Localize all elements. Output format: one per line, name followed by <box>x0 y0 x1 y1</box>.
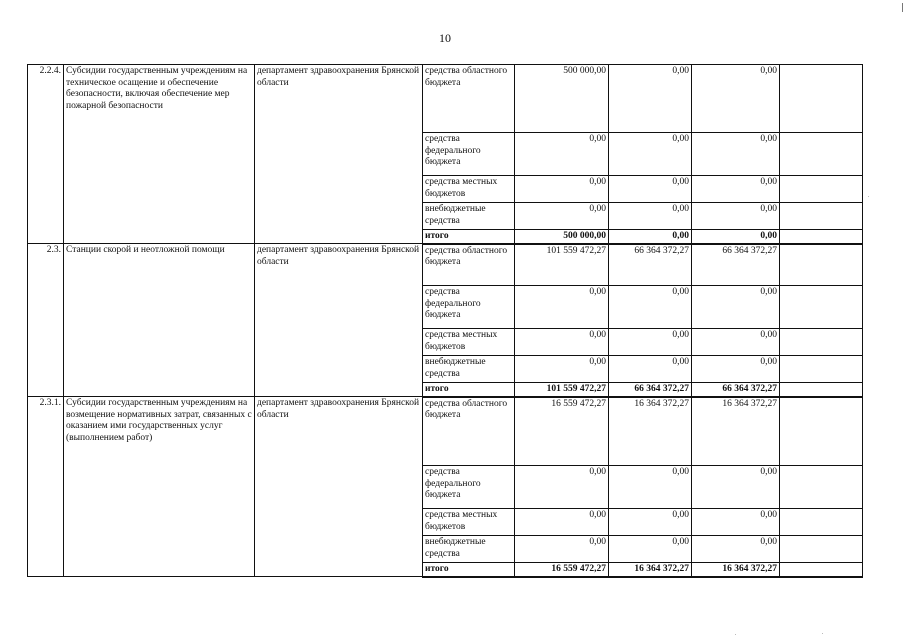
funding-source: средства областного бюджета <box>423 244 515 286</box>
value-cell: 0,00 <box>515 176 609 203</box>
value-cell: 0,00 <box>609 536 692 563</box>
section-code: 2.2.4. <box>28 65 64 244</box>
section-code: 2.3.1. <box>28 397 64 577</box>
value-cell: 16 559 472,27 <box>515 397 609 466</box>
value-cell: 0,00 <box>515 133 609 176</box>
value-cell: 500 000,00 <box>515 65 609 133</box>
value-cell: 0,00 <box>609 466 692 509</box>
table-row <box>28 65 863 133</box>
value-cell: 0,00 <box>692 133 780 176</box>
value-cell <box>780 509 863 536</box>
section-title: Станции скорой и неотложной помощи <box>64 244 255 397</box>
funding-source: внебюджетные средства <box>423 356 515 383</box>
value-cell <box>780 329 863 356</box>
table-row <box>28 397 863 466</box>
value-cell: 0,00 <box>692 509 780 536</box>
funding-source: средства местных бюджетов <box>423 509 515 536</box>
value-cell: 0,00 <box>515 203 609 230</box>
value-cell <box>780 536 863 563</box>
value-cell: 0,00 <box>515 329 609 356</box>
value-cell <box>780 244 863 286</box>
value-cell: 66 364 372,27 <box>609 244 692 286</box>
value-cell: 0,00 <box>609 286 692 329</box>
total-value: 0,00 <box>609 230 692 244</box>
value-cell: 0,00 <box>692 356 780 383</box>
value-cell: 0,00 <box>515 466 609 509</box>
value-cell <box>780 203 863 230</box>
total-value: 16 559 472,27 <box>515 563 609 577</box>
value-cell <box>780 466 863 509</box>
total-value: 16 364 372,27 <box>692 563 780 577</box>
value-cell: 66 364 372,27 <box>692 244 780 286</box>
total-value: 500 000,00 <box>515 230 609 244</box>
scan-speck <box>822 633 823 634</box>
scan-edge-mark <box>902 3 903 12</box>
total-label: итого <box>423 230 515 244</box>
value-cell: 0,00 <box>692 466 780 509</box>
total-value <box>780 383 863 397</box>
scan-speck <box>735 634 736 635</box>
total-value <box>780 230 863 244</box>
value-cell: 101 559 472,27 <box>515 244 609 286</box>
total-value: 101 559 472,27 <box>515 383 609 397</box>
budget-table <box>27 64 863 578</box>
funding-source: внебюджетные средства <box>423 203 515 230</box>
funding-source: средства федерального бюджета <box>423 466 515 509</box>
total-value: 16 364 372,27 <box>609 563 692 577</box>
value-cell: 0,00 <box>515 536 609 563</box>
value-cell: 0,00 <box>692 329 780 356</box>
value-cell <box>780 133 863 176</box>
table-row <box>28 244 863 286</box>
value-cell: 0,00 <box>515 509 609 536</box>
funding-source: средства местных бюджетов <box>423 176 515 203</box>
value-cell: 0,00 <box>609 133 692 176</box>
funding-source: внебюджетные средства <box>423 536 515 563</box>
value-cell: 16 364 372,27 <box>609 397 692 466</box>
total-value: 66 364 372,27 <box>692 383 780 397</box>
value-cell <box>780 397 863 466</box>
funding-source: средства местных бюджетов <box>423 329 515 356</box>
value-cell: 0,00 <box>609 509 692 536</box>
section-title: Субсидии государственным учреждениям на возмещение нормативных затрат, связанных с оказанием ими государственных услуг (выполнением работ) <box>64 397 255 577</box>
funding-source: средства федерального бюджета <box>423 286 515 329</box>
value-cell: 0,00 <box>609 65 692 133</box>
section-title: Субсидии государственным учреждениям на техническое осащение и обеспечение безопасности, включая обеспечение мер пожарной безопасности <box>64 65 255 244</box>
value-cell: 0,00 <box>515 286 609 329</box>
value-cell: 0,00 <box>609 329 692 356</box>
total-value <box>780 563 863 577</box>
total-value: 0,00 <box>692 230 780 244</box>
value-cell: 0,00 <box>692 65 780 133</box>
section-executor: департамент здравоохранения Брянской области <box>255 397 423 577</box>
funding-source: средства федерального бюджета <box>423 133 515 176</box>
scan-speck <box>868 196 869 197</box>
value-cell: 0,00 <box>609 356 692 383</box>
total-value: 66 364 372,27 <box>609 383 692 397</box>
value-cell: 0,00 <box>692 203 780 230</box>
section-code: 2.3. <box>28 244 64 397</box>
value-cell <box>780 356 863 383</box>
total-label: итого <box>423 383 515 397</box>
value-cell: 0,00 <box>609 176 692 203</box>
value-cell: 0,00 <box>609 203 692 230</box>
value-cell: 0,00 <box>515 356 609 383</box>
value-cell <box>780 286 863 329</box>
value-cell: 0,00 <box>692 536 780 563</box>
value-cell: 0,00 <box>692 286 780 329</box>
value-cell: 0,00 <box>692 176 780 203</box>
value-cell <box>780 176 863 203</box>
total-label: итого <box>423 563 515 577</box>
value-cell <box>780 65 863 133</box>
funding-source: средства областного бюджета <box>423 397 515 466</box>
section-executor: департамент здравоохранения Брянской области <box>255 244 423 397</box>
funding-source: средства областного бюджета <box>423 65 515 133</box>
value-cell: 16 364 372,27 <box>692 397 780 466</box>
page-number: 10 <box>439 31 451 45</box>
section-executor: департамент здравоохранения Брянской области <box>255 65 423 244</box>
